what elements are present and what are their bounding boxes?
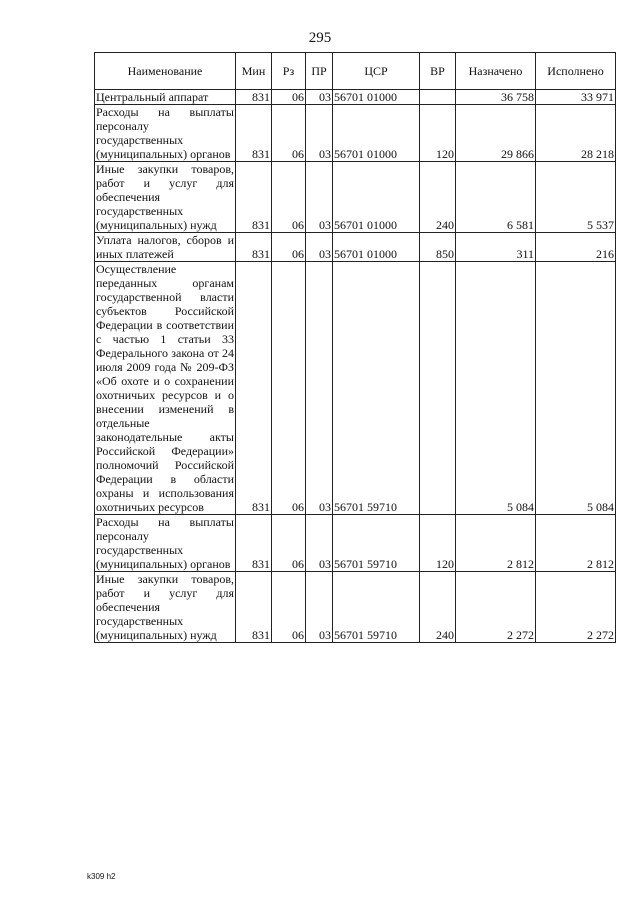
budget-table [94,52,616,643]
row-rz: 06 [272,162,306,233]
row-assigned: 2 812 [456,515,536,572]
row-assigned: 2 272 [456,572,536,643]
row-csr: 56701 01000 [333,233,420,262]
row-assigned: 5 084 [456,262,536,515]
row-vr: 850 [420,233,456,262]
row-assigned: 6 581 [456,162,536,233]
row-assigned: 311 [456,233,536,262]
table-row [95,572,616,643]
header-rz: Рз [272,53,306,90]
table-row [95,105,616,162]
header-vr: ВР [420,53,456,90]
row-vr: 240 [420,162,456,233]
row-name: Расходы на выплаты персоналу государственных (муниципальных) органов [96,105,234,161]
header-assigned: Назначено [456,53,536,90]
row-csr: 56701 59710 [333,515,420,572]
row-rz: 06 [272,515,306,572]
row-vr: 240 [420,572,456,643]
row-vr [420,90,456,105]
row-rz: 06 [272,572,306,643]
row-pr: 03 [306,105,333,162]
row-rz: 06 [272,262,306,515]
row-vr [420,262,456,515]
row-rz: 06 [272,233,306,262]
row-csr: 56701 59710 [333,572,420,643]
row-pr: 03 [306,572,333,643]
row-assigned: 29 866 [456,105,536,162]
page-number: 295 [308,30,332,46]
table-row [95,262,616,515]
row-min: 831 [236,162,272,233]
row-name: Центральный аппарат [95,90,236,105]
footer-code: k309 h2 [87,872,116,881]
row-min: 831 [236,233,272,262]
table-row [95,233,616,262]
row-name: Иные закупки товаров, работ и услуг для обеспечения государственных (муниципальных) нужд [96,572,234,642]
row-min: 831 [236,572,272,643]
row-vr: 120 [420,515,456,572]
row-executed: 2 272 [536,572,616,643]
row-pr: 03 [306,262,333,515]
table-row [95,90,616,105]
row-min: 831 [236,515,272,572]
row-executed: 5 537 [536,162,616,233]
header-executed: Исполнено [536,53,616,90]
table-row [95,162,616,233]
row-executed: 5 084 [536,262,616,515]
table-row [95,515,616,572]
row-min: 831 [236,105,272,162]
row-pr: 03 [306,515,333,572]
header-name: Наименование [95,53,236,90]
row-rz: 06 [272,90,306,105]
row-rz: 06 [272,105,306,162]
row-name: Уплата налогов, сборов и иных платежей [96,233,234,261]
row-min: 831 [236,262,272,515]
row-executed: 33 971 [536,90,616,105]
row-pr: 03 [306,90,333,105]
row-name: Иные закупки товаров, работ и услуг для обеспечения государственных (муниципальных) нужд [96,162,234,232]
row-csr: 56701 01000 [333,162,420,233]
row-name: Осуществление переданных органам государственной власти субъектов Российской Федерации в соответствии с частью 1 статьи 33 Федерального закона от 24 июля 2009 года № 209-ФЗ «Об охоте и о сохранении охотничьих ресурсов и о внесении изменений в отдельные законодательные акты Российской Федерации» полномочий Российской Федерации в области охраны и использования охотничьих ресурсов [96,262,234,514]
row-csr: 56701 01000 [333,105,420,162]
header-min: Мин [236,53,272,90]
row-executed: 28 218 [536,105,616,162]
header-csr: ЦСР [333,53,420,90]
row-executed: 2 812 [536,515,616,572]
row-pr: 03 [306,162,333,233]
row-min: 831 [236,90,272,105]
row-csr: 56701 59710 [333,262,420,515]
row-csr: 56701 01000 [333,90,420,105]
row-assigned: 36 758 [456,90,536,105]
row-vr: 120 [420,105,456,162]
row-name: Расходы на выплаты персоналу государственных (муниципальных) органов [96,515,234,571]
table-header-row [95,53,616,90]
header-pr: ПР [306,53,333,90]
row-executed: 216 [536,233,616,262]
row-pr: 03 [306,233,333,262]
